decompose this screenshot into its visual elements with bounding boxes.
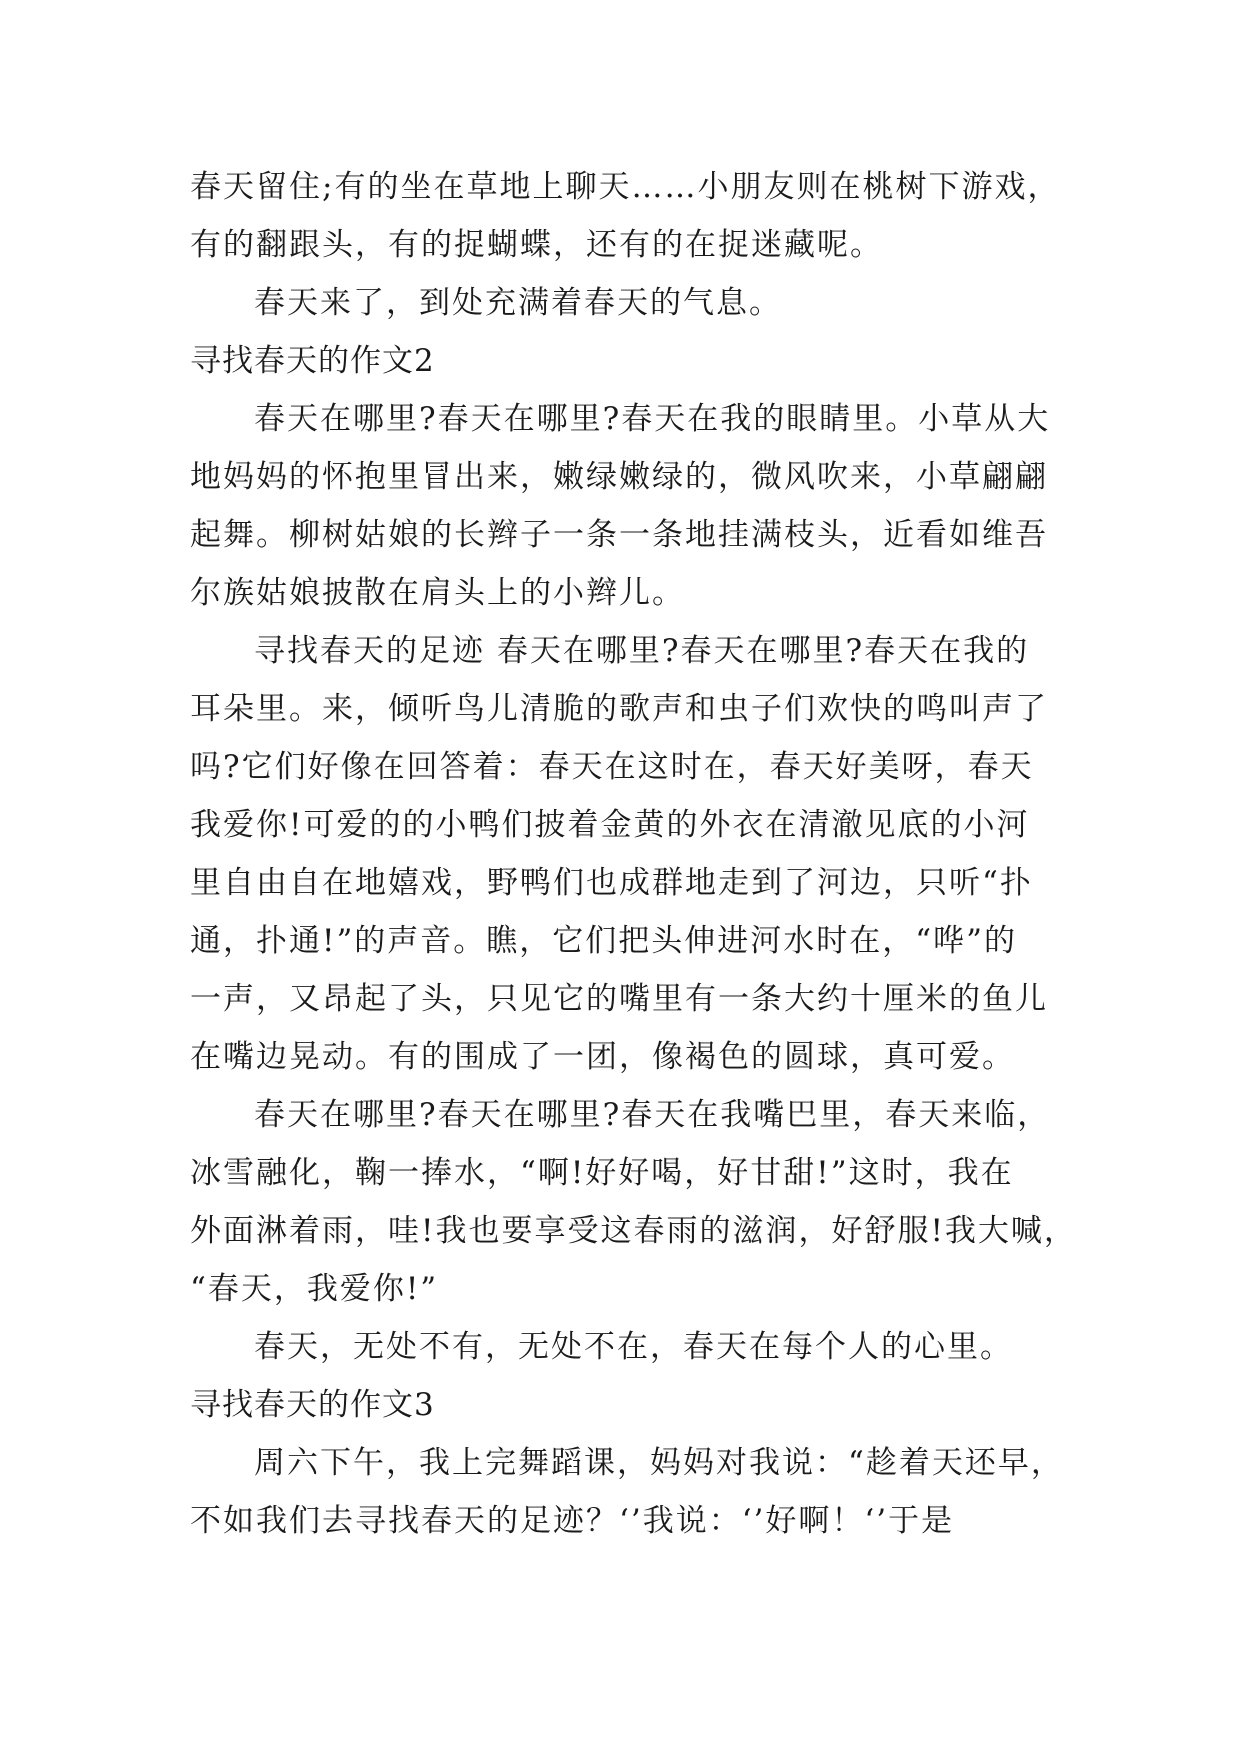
text-line: 通，扑通!”的声音。瞧，它们把头伸进河水时在，“哗”的 (190, 923, 1017, 959)
text-line: 有的翻跟头，有的捉蝴蝶，还有的在捉迷藏呢。 (190, 227, 883, 263)
text-line: 不如我们去寻找春天的足迹？‘’我说：‘’好啊！‘’于是 (190, 1503, 955, 1539)
text-line: 寻找春天的足迹 春天在哪里?春天在哪里?春天在我的 (254, 633, 1030, 669)
text-line: 吗?它们好像在回答着：春天在这时在，春天好美呀，春天 (190, 749, 1034, 785)
text-line: 春天留住;有的坐在草地上聊天……小朋友则在桃树下游戏， (190, 169, 1061, 205)
text-line: 在嘴边晃动。有的围成了一团，像褐色的圆球，真可爱。 (190, 1039, 1015, 1075)
document-body (190, 158, 1090, 1550)
text-line: 地妈妈的怀抱里冒出来，嫩绿嫩绿的，微风吹来，小草翩翩 (190, 459, 1048, 495)
text-line: 冰雪融化，鞠一捧水，“啊!好好喝，好甘甜!”这时，我在 (190, 1155, 1014, 1191)
text-line: 一声，又昂起了头，只见它的嘴里有一条大约十厘米的鱼儿 (190, 981, 1048, 1017)
text-line: 耳朵里。来，倾听鸟儿清脆的歌声和虫子们欢快的鸣叫声了 (190, 691, 1048, 727)
text-line: 春天，无处不有，无处不在，春天在每个人的心里。 (254, 1329, 1013, 1365)
text-line: 外面淋着雨，哇!我也要享受这春雨的滋润，好舒服!我大喊， (190, 1213, 1077, 1249)
text-line: 我爱你!可爱的的小鸭们披着金黄的外衣在清澈见底的小河 (190, 807, 1030, 843)
section-heading: 寻找春天的作文2 (190, 343, 435, 379)
text-line: “春天，我爱你!” (190, 1271, 439, 1307)
text-line: 尔族姑娘披散在肩头上的小辫儿。 (190, 575, 685, 611)
text-line: 春天在哪里?春天在哪里?春天在我的眼睛里。小草从大 (254, 401, 1051, 437)
section-heading: 寻找春天的作文3 (190, 1387, 435, 1423)
text-line: 春天来了，到处充满着春天的气息。 (254, 285, 782, 321)
text-line: 起舞。柳树姑娘的长辫子一条一条地挂满枝头，近看如维吾 (190, 517, 1048, 553)
text-line: 春天在哪里?春天在哪里?春天在我嘴巴里，春天来临， (254, 1097, 1051, 1133)
text-line: 里自由自在地嬉戏，野鸭们也成群地走到了河边，只听“扑 (190, 865, 1033, 901)
text-line: 周六下午，我上完舞蹈课，妈妈对我说：“趁着天还早， (254, 1445, 1064, 1481)
